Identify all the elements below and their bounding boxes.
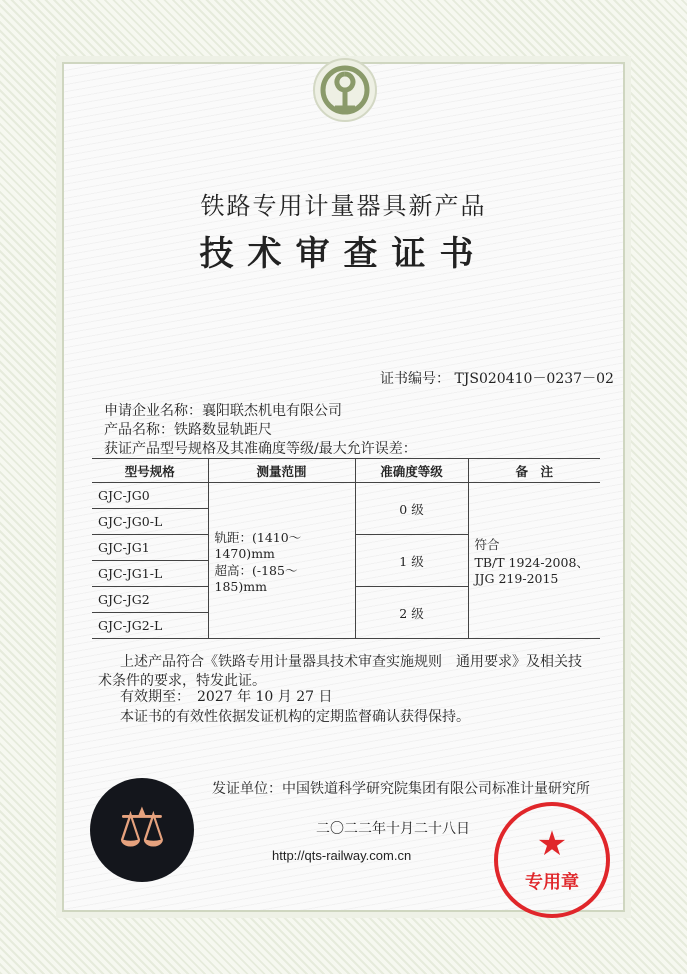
range-gauge: 轨距：(1410～1470)mm (214, 529, 302, 561)
product-label: 产品名称： (104, 422, 174, 438)
conformity-line-2: 术条件的要求，特发此证。 (98, 673, 266, 689)
spec-heading: 获证产品型号规格及其准确度等级/最大允许误差： (104, 441, 417, 457)
model-cell: GJC-JG1 (92, 535, 208, 561)
model-cell: GJC-JG2 (92, 587, 208, 613)
model-cell: GJC-JG0-L (92, 509, 208, 535)
remark-cell (468, 483, 600, 639)
certificate-number (380, 368, 614, 388)
official-seal (494, 802, 610, 918)
product-value: 铁路数显轨距尺 (174, 422, 272, 438)
table-header-row (92, 459, 600, 483)
issuer: 发证单位：中国铁道科学研究院集团有限公司标准计量研究所 (212, 781, 590, 797)
grade-cell: 0 级 (355, 483, 468, 535)
range-cell (208, 483, 355, 639)
header-grade: 准确度等级 (355, 459, 468, 483)
table-row (92, 483, 600, 509)
validity-note: 本证书的有效性依据发证机构的定期监督确认获得保持。 (120, 709, 470, 725)
valid-date: 2027 年 10 月 27 日 (197, 689, 333, 705)
website-link[interactable]: http://qts-railway.com.cn (272, 848, 412, 863)
header-model: 型号规格 (92, 459, 208, 483)
applicant (104, 400, 342, 420)
model-cell: GJC-JG0 (92, 483, 208, 509)
range-superelevation: 超高：(-185～185)mm (214, 562, 298, 594)
grade-cell: 1 级 (355, 535, 468, 587)
applicant-label: 申请企业名称： (104, 403, 202, 419)
remark-line: TB/T 1924-2008、 (474, 555, 589, 570)
title-line-1: 铁路专用计量器具新产品 (200, 192, 487, 220)
header-range: 测量范围 (208, 459, 355, 483)
star-icon: ★ (536, 824, 568, 864)
railway-logo-icon (313, 58, 377, 122)
cert-no-value: TJS020410－0237－02 (454, 371, 614, 387)
grade-cell: 2 级 (355, 587, 468, 639)
conformity-line-1: 上述产品符合《铁路专用计量器具技术审查实施规则 通用要求》及相关技 (120, 654, 582, 670)
scales-emblem-icon: ⚖ (90, 778, 194, 882)
spec-table (92, 458, 600, 639)
seal-text: 专用章 (525, 872, 579, 893)
cert-no-label: 证书编号： (380, 371, 450, 387)
remark-line: JJG 219-2015 (474, 571, 559, 586)
header-remark: 备 注 (468, 459, 600, 483)
issue-date: 二〇二二年十月二十八日 (316, 821, 470, 837)
remark-line: 符合 (474, 537, 500, 552)
model-cell: GJC-JG2-L (92, 613, 208, 639)
applicant-value: 襄阳联杰机电有限公司 (202, 403, 342, 419)
title-line-2: 技术审查证书 (199, 234, 488, 274)
model-cell: GJC-JG1-L (92, 561, 208, 587)
valid-until (120, 688, 333, 707)
product (104, 419, 272, 439)
valid-label: 有效期至： (120, 689, 183, 705)
